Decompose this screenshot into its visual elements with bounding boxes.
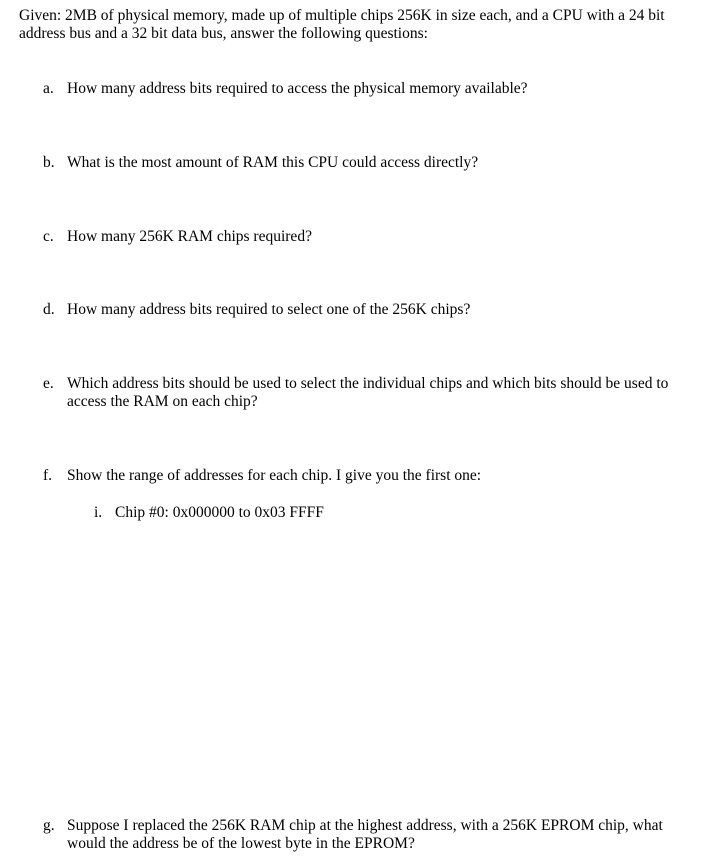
subitem-chip-0 [94,504,654,522]
question-text: How many 256K RAM chips required? [67,228,312,245]
question-a [43,80,703,98]
question-letter: g. [43,817,55,834]
question-text: Suppose I replaced the 256K RAM chip at the highest address, with a 256K EPROM chip, what would the address be of the lowest byte in the EPROM? [67,817,663,852]
question-b [43,154,703,172]
question-letter: b. [43,154,55,171]
question-letter: c. [43,228,54,245]
question-g [43,817,703,853]
question-text: What is the most amount of RAM this CPU could access directly? [67,154,479,171]
question-letter: f. [43,467,53,484]
question-c [43,228,703,246]
question-letter: d. [43,301,55,318]
question-letter: a. [43,80,54,97]
question-letter: e. [43,375,54,392]
question-f [43,467,703,485]
question-e [43,375,703,411]
subitem-text: Chip #0: 0x000000 to 0x03 FFFF [115,504,324,521]
question-text: How many address bits required to select one of the 256K chips? [67,301,471,318]
intro-text: Given: 2MB of physical memory, made up of multiple chips 256K in size each, and a CPU with a 24 bit address bus and a 32 bit data bus, answer the following questions: [19,7,665,42]
subitem-letter: i. [94,504,103,521]
question-d [43,301,703,319]
question-text: Show the range of addresses for each chip. I give you the first one: [67,467,482,484]
question-text: Which address bits should be used to select the individual chips and which bits should be used to access the RAM on each chip? [67,375,669,410]
question-text: How many address bits required to access the physical memory available? [67,80,528,97]
